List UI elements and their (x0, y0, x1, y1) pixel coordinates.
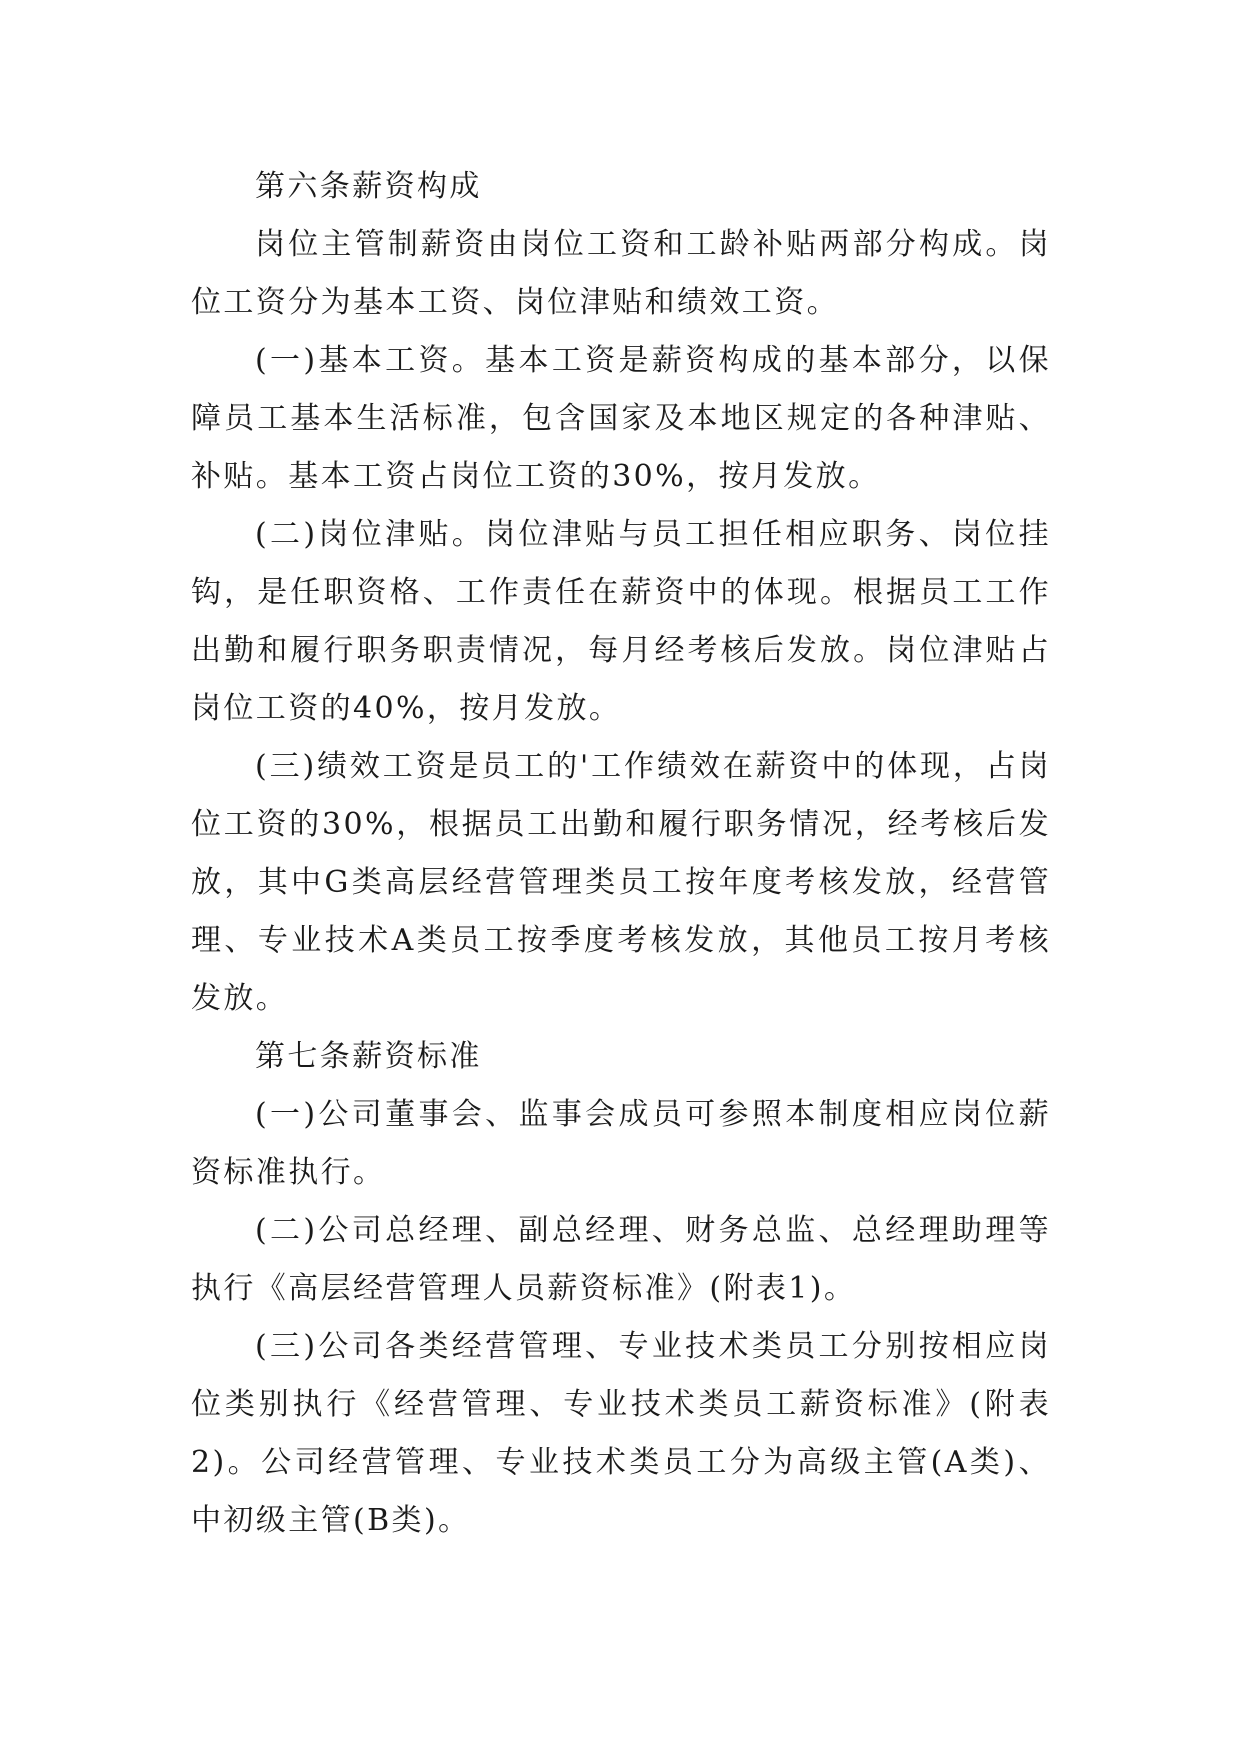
paragraph-performance-wage: (三)绩效工资是员工的'工作绩效在薪资中的体现，占岗位工资的30%，根据员工出勤和履行职务情况，经考核后发放，其中G类高层经营管理类员工按年度考核发放，经营管理、专业技术A类员工按季度考核发放，其他员工按月考核发放。 (191, 749, 1051, 1016)
section-heading-6: 第六条薪资构成 (255, 169, 482, 204)
section-heading-7: 第七条薪资标准 (255, 1039, 482, 1074)
paragraph-salary-composition: 岗位主管制薪资由岗位工资和工龄补贴两部分构成。岗位工资分为基本工资、岗位津贴和绩效工资。 (191, 227, 1051, 320)
paragraph-board-members: (一)公司董事会、监事会成员可参照本制度相应岗位薪资标准执行。 (191, 1097, 1051, 1190)
paragraph-senior-management: (二)公司总经理、副总经理、财务总监、总经理助理等执行《高层经营管理人员薪资标准》(附表1)。 (191, 1213, 1051, 1306)
paragraph-position-allowance: (二)岗位津贴。岗位津贴与员工担任相应职务、岗位挂钩，是任职资格、工作责任在薪资中的体现。根据员工工作出勤和履行职务职责情况，每月经考核后发放。岗位津贴占岗位工资的40%，按月发放。 (191, 517, 1051, 726)
paragraph-staff-categories: (三)公司各类经营管理、专业技术类员工分别按相应岗位类别执行《经营管理、专业技术类员工薪资标准》(附表2)。公司经营管理、专业技术类员工分为高级主管(A类)、中初级主管(B类)。 (191, 1329, 1051, 1538)
document-page (191, 158, 1051, 1550)
paragraph-basic-wage: (一)基本工资。基本工资是薪资构成的基本部分，以保障员工基本生活标准，包含国家及本地区规定的各种津贴、补贴。基本工资占岗位工资的30%，按月发放。 (191, 343, 1051, 494)
